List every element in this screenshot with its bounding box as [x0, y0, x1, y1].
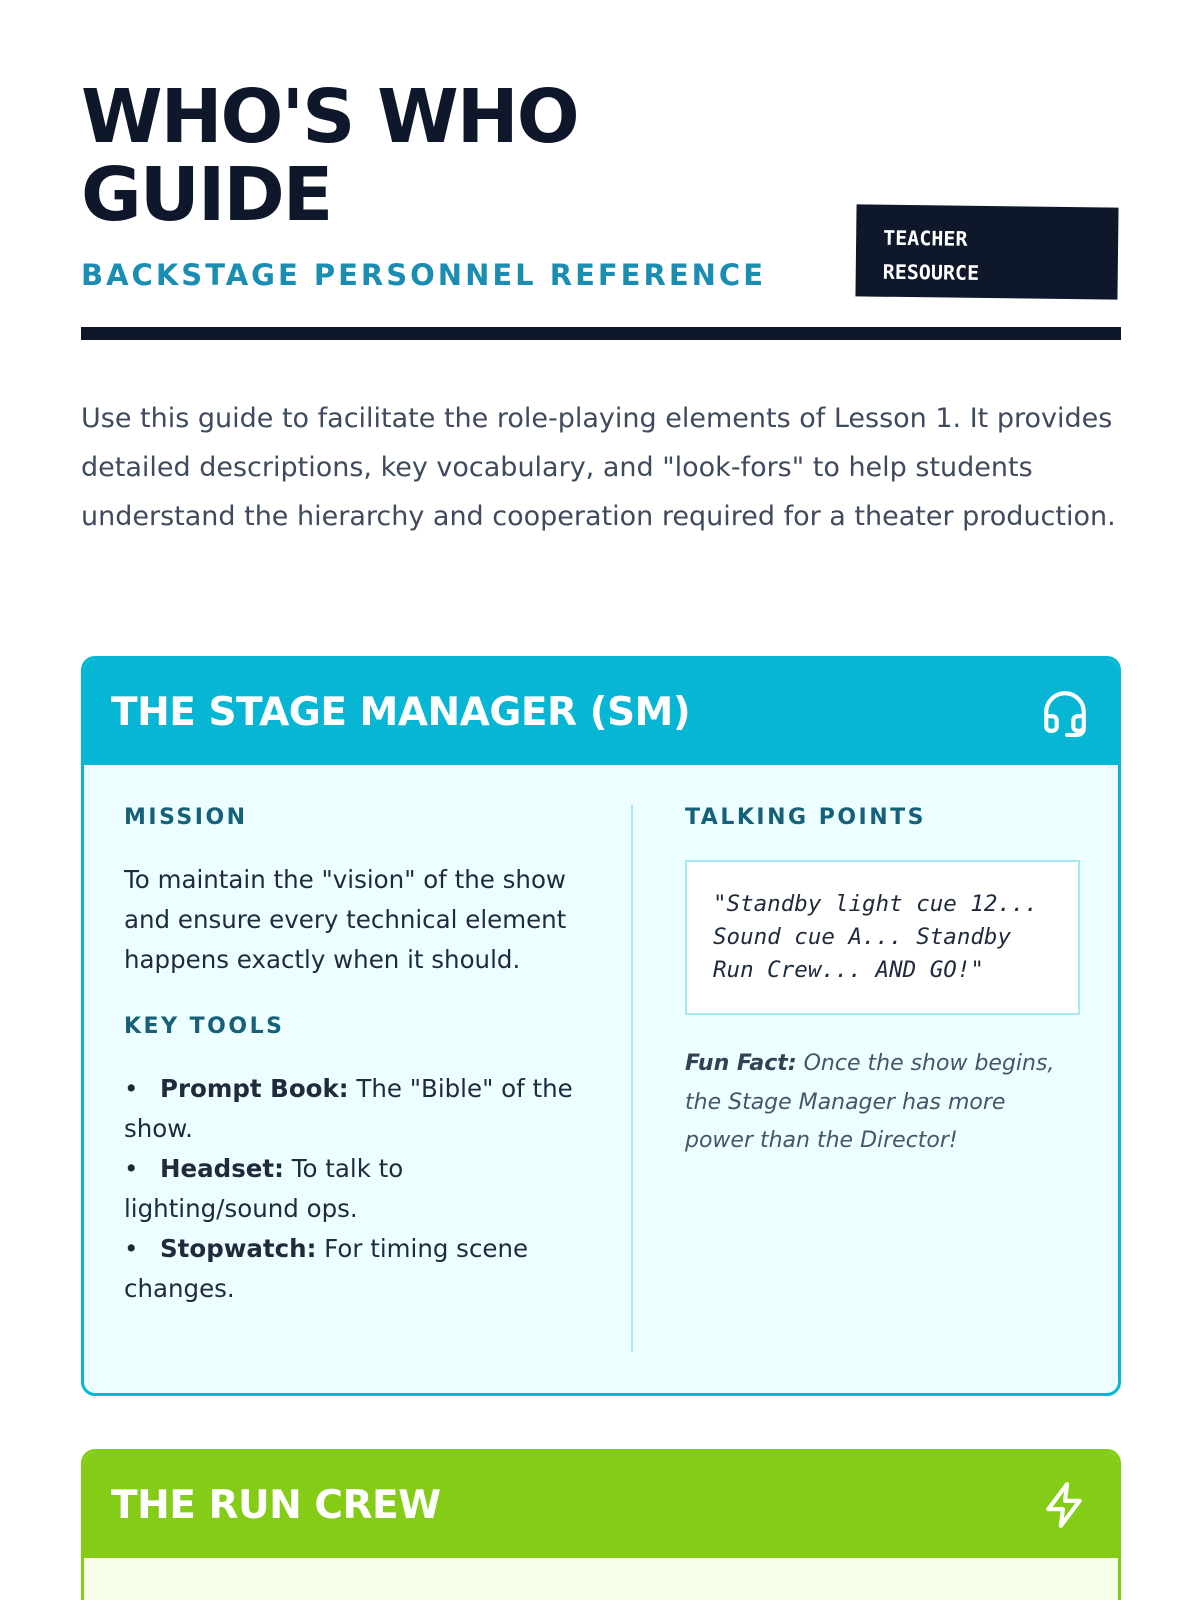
- tool-desc: To talk to lighting/sound ops.: [124, 1154, 404, 1223]
- stage-manager-header: [84, 659, 1118, 765]
- badge-line-2: RESOURCE: [882, 259, 980, 285]
- tool-name: Stopwatch:: [160, 1234, 317, 1263]
- list-item: [124, 1149, 574, 1229]
- talking-points-column: [685, 805, 1080, 1161]
- page-subtitle: BACKSTAGE PERSONNEL REFERENCE: [81, 258, 766, 292]
- fun-fact-label: Fun Fact:: [685, 1051, 797, 1076]
- tool-name: Headset:: [160, 1154, 284, 1183]
- intro-paragraph: Use this guide to facilitate the role-playing elements of Lesson 1. It provides detailed descriptions, key vocabulary, and "look-fors" to help students understand the hierarchy and cooperation required for a theater production.: [81, 403, 1116, 532]
- run-crew-title: THE RUN CREW: [111, 1482, 441, 1528]
- stage-manager-body: [84, 765, 1118, 1395]
- mission-column: [124, 805, 574, 1309]
- tool-desc: For timing scene changes.: [124, 1234, 529, 1303]
- key-tools-label: KEY TOOLS: [124, 1014, 285, 1039]
- bullet: •: [124, 1234, 139, 1263]
- headset-icon: [1040, 687, 1090, 737]
- badge-line-1: TEACHER: [883, 225, 968, 251]
- mission-text: To maintain the "vision" of the show and ensure every technical element happens exactly when it should.: [124, 865, 567, 974]
- run-crew-header: [84, 1452, 1118, 1558]
- bullet: •: [124, 1074, 139, 1103]
- list-item: [124, 1229, 574, 1309]
- header-divider: [81, 327, 1121, 340]
- key-tools-list: [124, 1069, 574, 1309]
- fun-fact: [685, 1045, 1080, 1161]
- list-item: [124, 1069, 574, 1149]
- run-crew-card: [81, 1449, 1121, 1600]
- stage-manager-card: [81, 656, 1121, 1396]
- stage-manager-title: THE STAGE MANAGER (SM): [111, 689, 691, 735]
- mission-label: MISSION: [124, 805, 248, 830]
- page-title: [81, 74, 781, 238]
- lightning-icon: [1040, 1480, 1090, 1530]
- talking-points-label: TALKING POINTS: [685, 805, 926, 830]
- title-line-1: WHO'S WHO: [81, 74, 578, 160]
- tool-desc: The "Bible" of the show.: [124, 1074, 573, 1143]
- column-divider: [631, 805, 633, 1352]
- talking-points-quote: "Standby light cue 12... Sound cue A... Standby Run Crew... AND GO!": [685, 860, 1080, 1015]
- teacher-resource-badge: [855, 204, 1118, 299]
- fun-fact-text: Once the show begins, the Stage Manager has more power than the Director!: [685, 1051, 1055, 1153]
- bullet: •: [124, 1154, 139, 1183]
- title-line-2: GUIDE: [81, 152, 332, 238]
- tool-name: Prompt Book:: [160, 1074, 349, 1103]
